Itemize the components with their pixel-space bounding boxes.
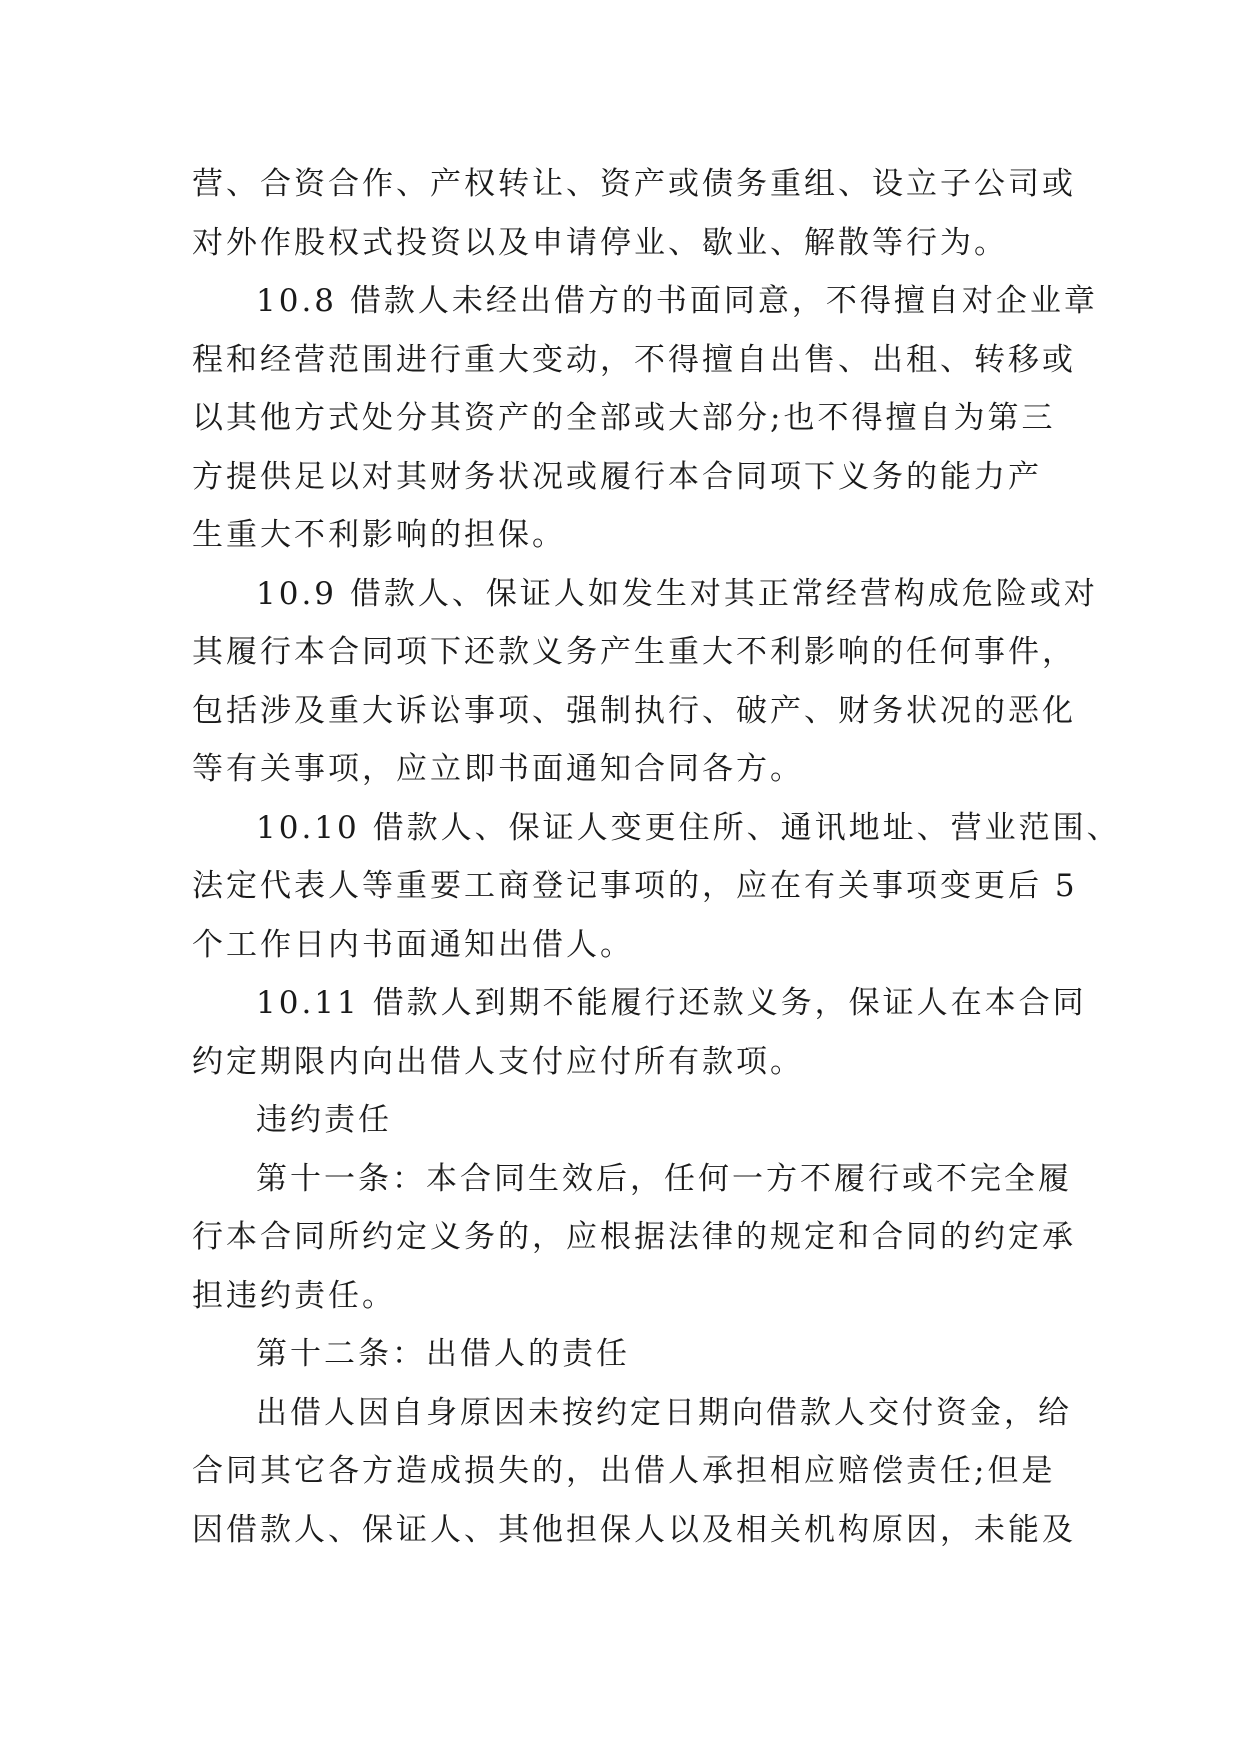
text-line: 10.8 借款人未经出借方的书面同意，不得擅自对企业章 [256,283,1098,319]
text-line: 包括涉及重大诉讼事项、强制执行、破产、财务状况的恶化 [192,692,1076,729]
text-line: 第十二条：出借人的责任 [256,1336,630,1372]
text-line: 个工作日内书面通知出借人。 [192,926,634,963]
text-line: 等有关事项，应立即书面通知合同各方。 [192,751,804,787]
text-line: 10.9 借款人、保证人如发生对其正常经营构成危险或对 [256,575,1098,612]
text-line: 合同其它各方造成损失的，出借人承担相应赔偿责任;但是 [192,1453,1056,1489]
text-line: 方提供足以对其财务状况或履行本合同项下义务的能力产 [192,458,1042,495]
text-line: 担违约责任。 [192,1277,396,1314]
text-line: 因借款人、保证人、其他担保人以及相关机构原因，未能及 [192,1511,1076,1548]
text-line: 生重大不利影响的担保。 [192,517,566,553]
text-line: 10.11 借款人到期不能履行还款义务，保证人在本合同 [256,985,1087,1021]
document-body [192,155,1121,1559]
text-line: 其履行本合同项下还款义务产生重大不利影响的任何事件， [192,634,1076,670]
text-line: 第十一条：本合同生效后，任何一方不履行或不完全履 [256,1160,1072,1197]
text-line: 违约责任 [256,1102,392,1138]
text-line: 行本合同所约定义务的，应根据法律的规定和合同的约定承 [192,1219,1076,1255]
text-line: 以其他方式处分其资产的全部或大部分;也不得擅自为第三 [192,400,1056,436]
text-line: 程和经营范围进行重大变动，不得擅自出售、出租、转移或 [192,341,1076,378]
text-line: 出借人因自身原因未按约定日期向借款人交付资金，给 [256,1394,1072,1431]
text-line: 10.10 借款人、保证人变更住所、通讯地址、营业范围、 [256,809,1121,846]
text-line: 营、合资合作、产权转让、资产或债务重组、设立子公司或 [192,166,1076,202]
text-line: 对外作股权式投资以及申请停业、歇业、解散等行为。 [192,224,1008,261]
text-line: 法定代表人等重要工商登记事项的，应在有关事项变更后 5 [192,868,1078,904]
text-line: 约定期限内向出借人支付应付所有款项。 [192,1043,804,1080]
